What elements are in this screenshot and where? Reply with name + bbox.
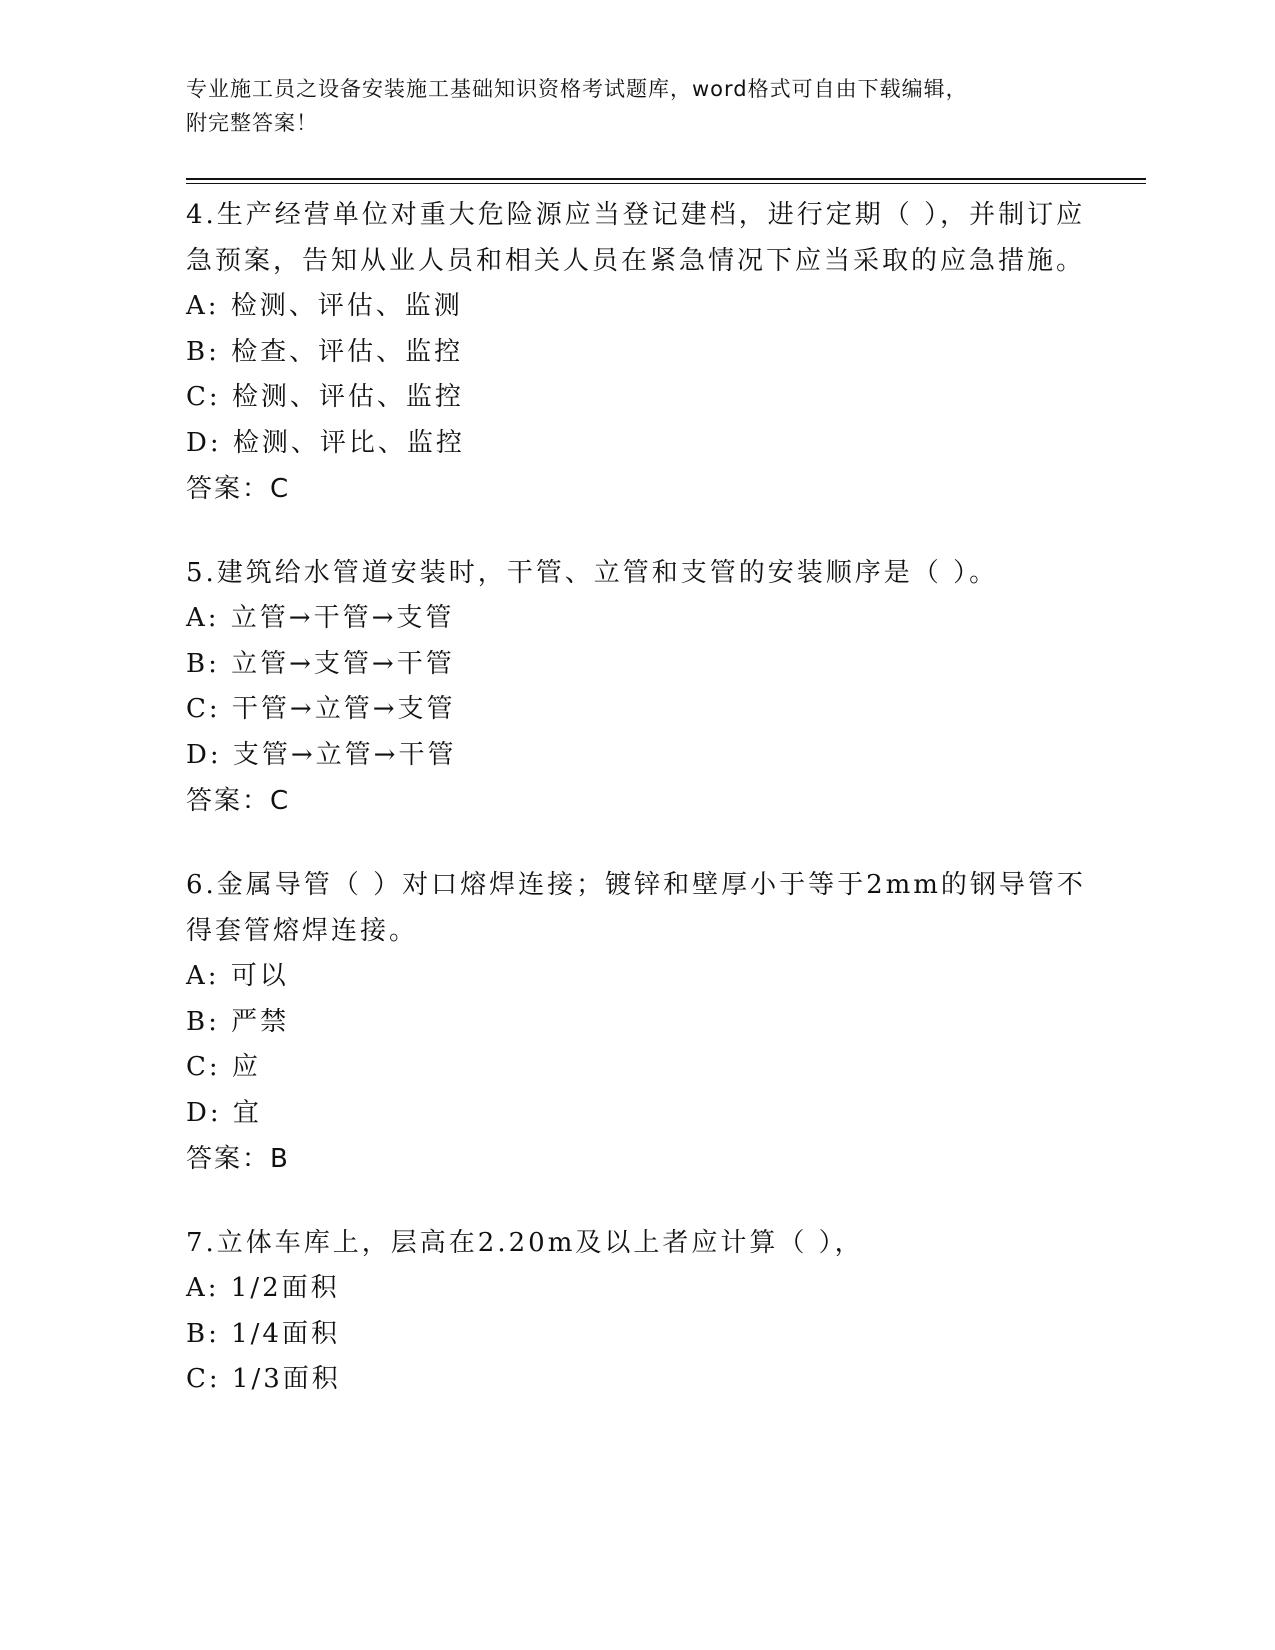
option-c: C: 干管→立管→支管 bbox=[186, 694, 456, 724]
question-6 bbox=[186, 862, 1086, 1182]
option-b: B: 1/4面积 bbox=[186, 1318, 340, 1349]
question-5 bbox=[186, 550, 1086, 824]
question-7 bbox=[186, 1220, 1086, 1403]
option-b: B: 检查、评估、监控 bbox=[186, 336, 464, 367]
question-list bbox=[186, 192, 1086, 1441]
option-b: B: 立管→支管→干管 bbox=[186, 648, 455, 679]
question-stem: 5.建筑给水管道安装时，干管、立管和支管的安装顺序是（ ）。 bbox=[186, 558, 999, 588]
question-4 bbox=[186, 192, 1086, 512]
option-b: B: 严禁 bbox=[186, 1006, 290, 1037]
option-a: A: 可以 bbox=[186, 961, 289, 991]
document-header bbox=[186, 72, 1086, 140]
header-divider-thick bbox=[186, 178, 1146, 180]
option-c: C: 应 bbox=[186, 1052, 261, 1082]
header-divider-thin bbox=[186, 183, 1146, 184]
question-stem: 6.金属导管（ ）对口熔焊连接；镀锌和壁厚小于等于2mm的钢导管不得套管熔焊连接。 bbox=[186, 870, 1086, 946]
option-d: D: 宜 bbox=[186, 1097, 262, 1128]
option-a: A: 立管→干管→支管 bbox=[186, 603, 455, 633]
answer: 答案：C bbox=[186, 786, 291, 816]
option-c: C: 1/3面积 bbox=[186, 1364, 341, 1394]
header-line-2: 附完整答案！ bbox=[186, 111, 318, 135]
option-a: A: 1/2面积 bbox=[186, 1273, 340, 1303]
answer: 答案：B bbox=[186, 1144, 290, 1174]
answer: 答案：C bbox=[186, 474, 291, 504]
option-a: A: 检测、评估、监测 bbox=[186, 291, 463, 321]
header-line-1: 专业施工员之设备安装施工基础知识资格考试题库，word格式可自由下载编辑， bbox=[186, 77, 968, 101]
option-d: D: 支管→立管→干管 bbox=[186, 739, 457, 770]
option-d: D: 检测、评比、监控 bbox=[186, 427, 465, 458]
question-stem: 4.生产经营单位对重大危险源应当登记建档，进行定期（ ），并制订应急预案，告知从业人员和相关人员在紧急情况下应当采取的应急措施。 bbox=[186, 200, 1086, 276]
question-stem: 7.立体车库上，层高在2.20m及以上者应计算（ ）， bbox=[186, 1228, 864, 1258]
option-c: C: 检测、评估、监控 bbox=[186, 382, 464, 412]
